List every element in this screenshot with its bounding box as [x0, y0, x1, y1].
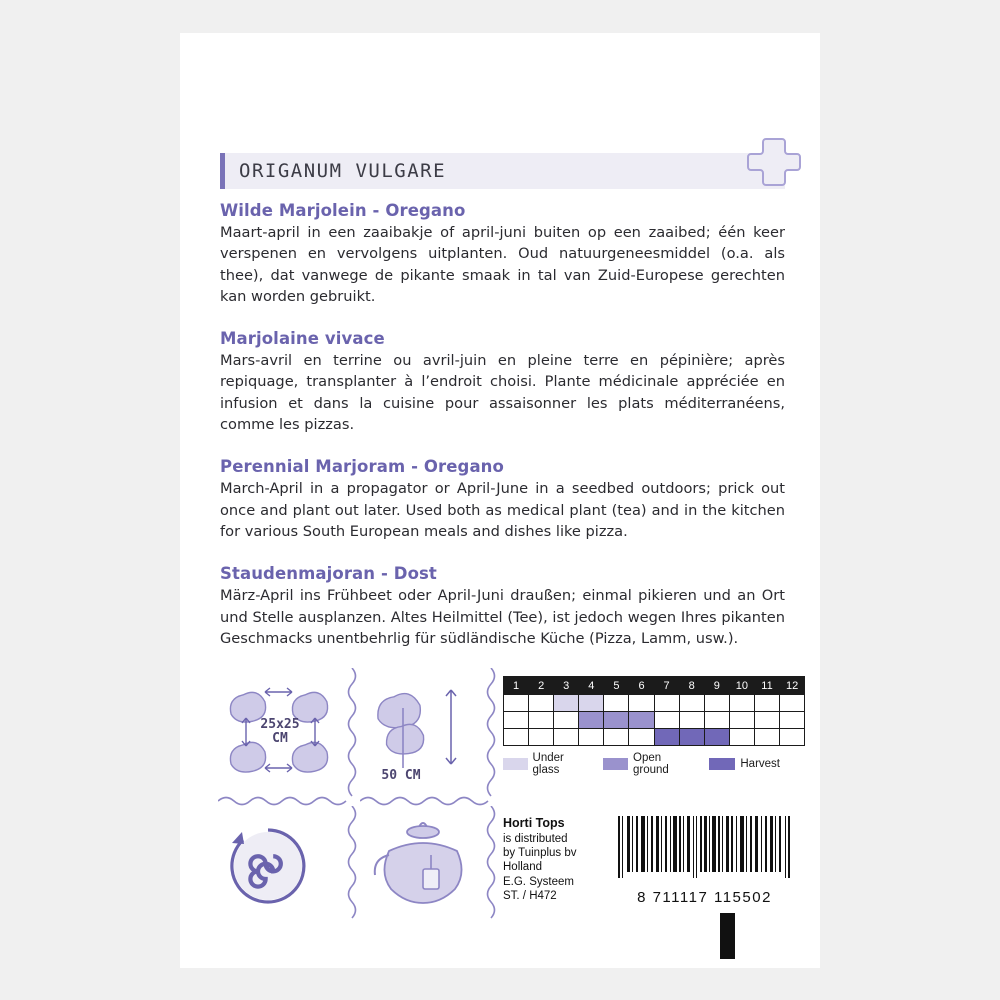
month-cell: 5	[604, 677, 629, 695]
heading-nl: Wilde Marjolein - Oregano	[220, 201, 466, 220]
legend-label-under-glass: Under glass	[532, 752, 564, 776]
text-nl: Maart-april in een zaaibakje of april-juni buiten op een zaaibed; één keer verspenen en vervolgens uitplanten. Oud natuurgeneesmiddel (o.a. als thee), dat vanwege de pikante smaak in tal van Zuid-Europese gerechten kan worden gebruikt.	[220, 224, 785, 305]
info-icon-area	[220, 676, 799, 936]
description-block-de	[220, 564, 785, 649]
latin-name-bar	[220, 153, 785, 189]
svg-text:50 CM: 50 CM	[381, 768, 421, 781]
plus-cross-icon	[747, 135, 801, 189]
calendar-table	[503, 676, 805, 746]
heading-en: Perennial Marjoram - Oregano	[220, 457, 504, 477]
plant-height-cell	[365, 676, 480, 786]
month-cell: 3	[554, 677, 579, 695]
description-block-nl	[220, 201, 785, 307]
calendar-header-row	[504, 677, 805, 695]
legend-item-harvest	[709, 758, 780, 770]
text-de: März-April ins Frühbeet oder April-Juni draußen; einmal pikieren und an Ort und Stelle ausplanzen. Altes Heilmittel (Tee), ist jedoch wegen Ihres pikanten Geschmacks unentbehrlig für südländische Küche (Pizza, Lamm, usw.).	[220, 587, 785, 647]
brand-barcode-cell	[503, 816, 793, 926]
tea-use-cell	[365, 809, 480, 924]
barcode	[616, 816, 793, 906]
description-block-en	[220, 457, 785, 542]
month-cell: 2	[529, 677, 554, 695]
brand-line-5: ST. / H472	[503, 890, 557, 903]
brand-line-3: Holland	[503, 861, 542, 874]
perennial-cell	[220, 814, 340, 924]
month-cell: 6	[629, 677, 654, 695]
description-block-fr	[220, 329, 785, 435]
legend-item-open-ground	[603, 752, 696, 776]
divider-wavy-left	[345, 668, 359, 798]
infinity-perennial-icon	[220, 814, 330, 919]
calendar-row-under-glass	[504, 695, 805, 712]
seed-packet-back	[180, 33, 820, 968]
legend-swatch-harvest	[709, 758, 735, 770]
legend-label-harvest: Harvest	[740, 758, 780, 770]
svg-text:CM: CM	[272, 731, 288, 746]
page-title: ORIGANUM VULGARE	[239, 160, 447, 182]
brand-line-2: by Tuinplus bv	[503, 847, 577, 859]
divider-wavy-h-mid	[360, 794, 490, 808]
divider-wavy-mid	[484, 668, 498, 798]
legend-swatch-under-glass	[503, 758, 528, 770]
legend-label-open-ground: Open ground	[633, 752, 669, 776]
month-cell: 1	[504, 677, 529, 695]
print-registration-mark	[720, 913, 735, 959]
month-cell: 11	[754, 677, 779, 695]
month-cell: 7	[654, 677, 679, 695]
svg-text:25x25: 25x25	[260, 717, 300, 732]
heading-de: Staudenmajoran - Dost	[220, 564, 437, 584]
barcode-number: 8 711117 115502	[637, 889, 772, 906]
calendar-legend	[503, 752, 793, 776]
divider-wavy-left-2	[345, 806, 359, 926]
text-fr: Mars-avril en terrine ou avril-juin en pleine terre en pépinière; après repiquage, transplanter à l’endroit choisi. Plante médicinale appréciée en infusion et dans la cuisine pour assaisonner les plats méditerranéens, comme les pizzas.	[220, 352, 785, 434]
plant-spacing-icon	[220, 676, 340, 784]
packet-content	[220, 153, 785, 649]
brand-line-1: is distributed	[503, 832, 568, 845]
divider-wavy-h-left	[218, 794, 348, 808]
month-cell: 4	[579, 677, 604, 695]
barcode-bars-icon	[616, 816, 793, 884]
brand-line-4: E.G. Systeem	[503, 875, 574, 888]
month-cell: 9	[704, 677, 729, 695]
brand-name: Horti Tops	[503, 816, 565, 830]
text-en: March-April in a propagator or April-June in a seedbed outdoors; prick out once and plant out later. Used both as medical plant (tea) and in the kitchen for various South European meals and dishes like pizza.	[220, 480, 785, 540]
month-cell: 8	[679, 677, 704, 695]
plant-height-icon	[365, 676, 480, 781]
month-cell: 10	[729, 677, 754, 695]
teapot-icon	[365, 809, 480, 921]
plant-spacing-cell	[220, 676, 340, 786]
heading-fr: Marjolaine vivace	[220, 329, 385, 349]
calendar-row-open-ground	[504, 712, 805, 729]
divider-wavy-mid-2	[484, 806, 498, 926]
brand-text	[503, 816, 577, 904]
calendar-row-harvest	[504, 729, 805, 746]
sowing-calendar	[503, 676, 799, 786]
legend-item-under-glass	[503, 752, 590, 776]
month-cell: 12	[780, 677, 805, 695]
legend-swatch-open-ground	[603, 758, 628, 770]
